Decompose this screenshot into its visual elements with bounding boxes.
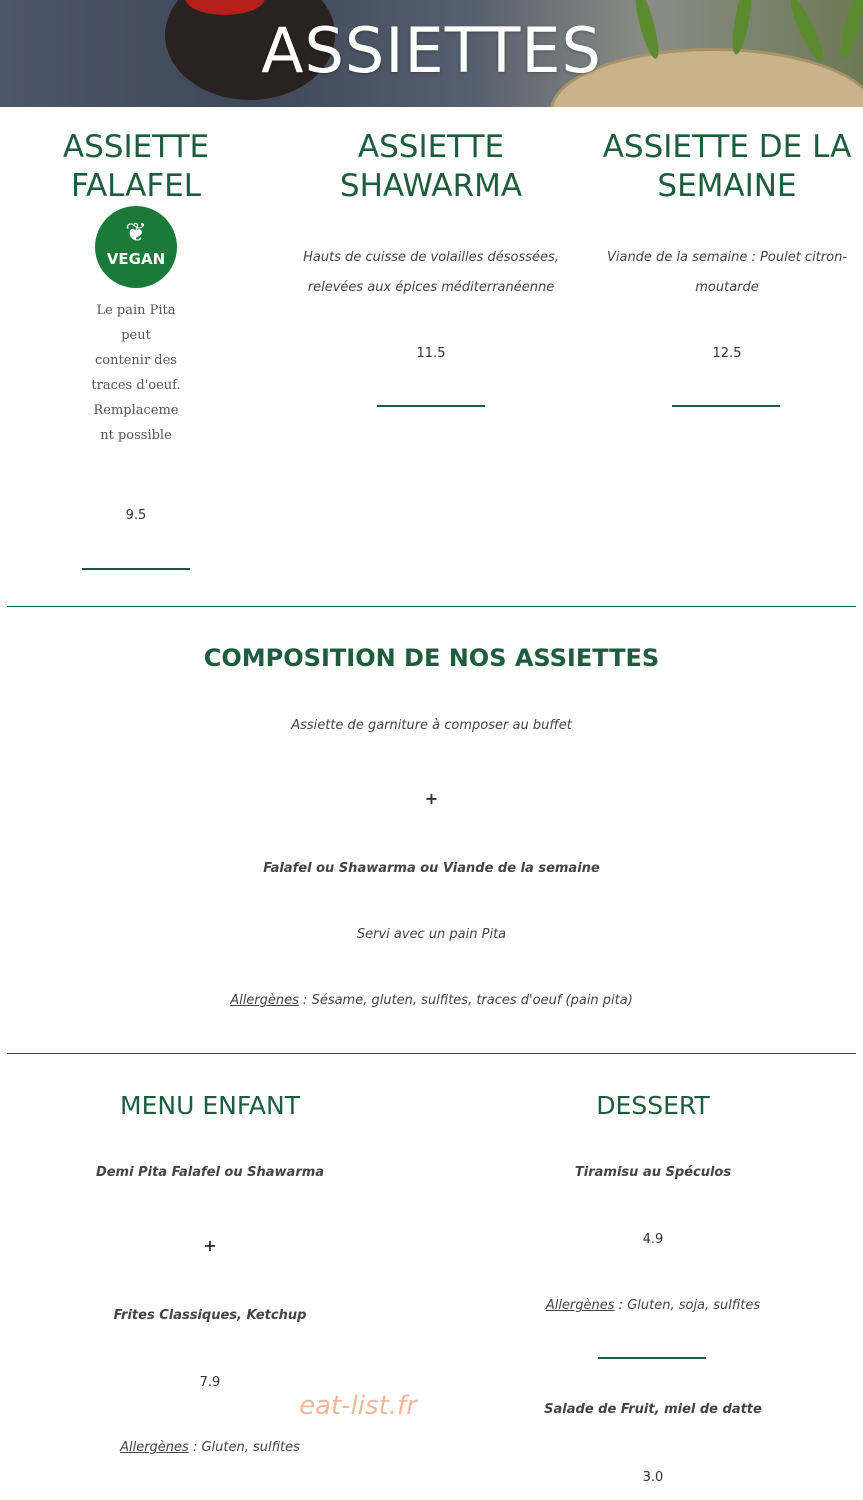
description-line: moutarde xyxy=(695,280,759,295)
plus-sign: + xyxy=(203,1236,217,1255)
hero-banner xyxy=(0,0,863,107)
allergen-label: Allergènes xyxy=(120,1440,189,1455)
title-line: SHAWARMA xyxy=(339,168,523,204)
dessert-item-price: 4.9 xyxy=(642,1232,664,1247)
composition-title: COMPOSITION DE NOS ASSIETTES xyxy=(203,644,660,672)
allergen-label: Allergènes xyxy=(230,993,299,1008)
kids-menu-price: 7.9 xyxy=(199,1375,221,1390)
description-line: relevées aux épices méditerranéenne xyxy=(307,280,555,295)
description-line: Hauts de cuisse de volailles désossées, xyxy=(303,250,559,265)
price-divider xyxy=(377,405,485,407)
leaf-icon: ❦ xyxy=(125,218,147,248)
allergen-text: : Gluten, sulfites xyxy=(188,1440,300,1455)
kids-menu-allergens xyxy=(0,1440,420,1455)
plate-shawarma-description xyxy=(296,243,566,303)
dessert-item-name: Salade de Fruit, miel de datte xyxy=(544,1402,762,1417)
composition-line: Servi avec un pain Pita xyxy=(356,927,507,942)
vegan-badge xyxy=(95,206,177,288)
plate-shawarma-title xyxy=(296,128,566,206)
note-line: nt possible xyxy=(100,428,172,443)
dessert-allergens xyxy=(443,1298,863,1313)
note-line: Remplaceme xyxy=(93,403,179,418)
price-divider xyxy=(672,405,780,407)
plate-semaine-price: 12.5 xyxy=(712,346,742,361)
price-divider xyxy=(598,1357,706,1359)
allergen-label: Allergènes xyxy=(545,1298,615,1313)
dessert-title: DESSERT xyxy=(596,1091,710,1120)
note-line: contenir des xyxy=(95,353,177,368)
allergen-text: : Sésame, gluten, sulfites, traces d'oeuf (pain pita) xyxy=(298,993,633,1008)
plus-sign: + xyxy=(424,789,439,808)
allergen-text: : Gluten, soja, sulfites xyxy=(614,1298,761,1313)
plate-falafel-price: 9.5 xyxy=(125,508,147,523)
vegan-badge-label: VEGAN xyxy=(106,250,166,268)
watermark: eat-list.fr xyxy=(299,1391,417,1421)
plate-falafel-note xyxy=(82,298,190,448)
plate-falafel-title: ASSIETTE FALAFEL xyxy=(62,129,210,204)
dessert-item-price: 3.0 xyxy=(642,1470,664,1485)
plate-semaine-title xyxy=(592,128,862,206)
title-line: ASSIETTE DE LA xyxy=(602,129,852,165)
note-line: traces d'oeuf. xyxy=(91,378,181,393)
composition-line: Falafel ou Shawarma ou Viande de la semaine xyxy=(263,861,600,876)
kids-menu-title: MENU ENFANT xyxy=(120,1091,300,1120)
kids-menu-line: Demi Pita Falafel ou Shawarma xyxy=(95,1165,325,1180)
title-line: ASSIETTE xyxy=(357,129,505,165)
kids-menu-line: Frites Classiques, Ketchup xyxy=(113,1308,307,1323)
note-line: peut xyxy=(121,328,151,343)
composition-line: Assiette de garniture à composer au buffet xyxy=(291,718,572,733)
price-divider xyxy=(82,568,190,570)
composition-allergens xyxy=(0,993,863,1008)
plate-shawarma-price: 11.5 xyxy=(416,346,446,361)
title-line: SEMAINE xyxy=(657,168,797,204)
section-divider xyxy=(7,606,856,607)
description-line: Viande de la semaine : Poulet citron- xyxy=(606,250,848,265)
note-line: Le pain Pita xyxy=(96,303,176,318)
dessert-item-name: Tiramisu au Spéculos xyxy=(574,1165,732,1180)
page-title: ASSIETTES xyxy=(261,14,602,87)
section-divider xyxy=(7,1053,856,1054)
plate-semaine-description xyxy=(592,243,862,303)
